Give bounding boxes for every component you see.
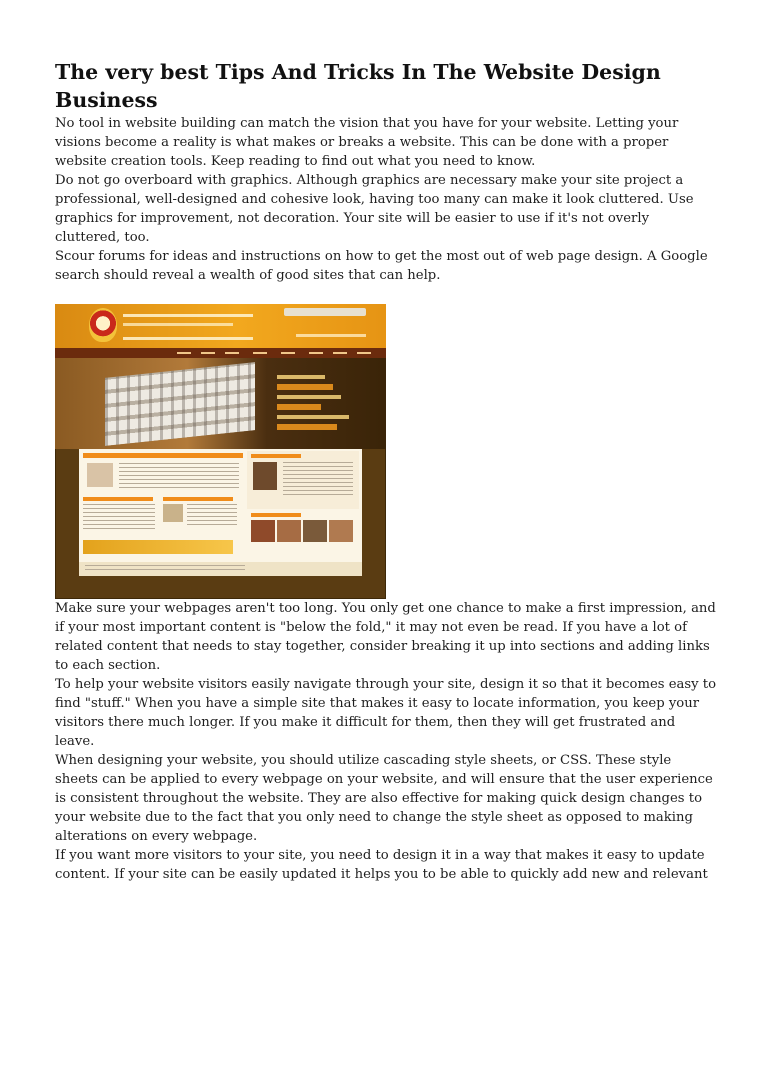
facility-photo: [163, 504, 183, 522]
paragraph: To help your website visitors easily navigate through your site, design it so that it becomes easy to find "stuff." When you have a simple site that makes it easy to locate information, you keep your visitors there much longer. If you make it difficult for them, then they will get frustrated and leave.: [55, 677, 717, 749]
paragraph: When designing your website, you should utilize cascading style sheets, or CSS. These style sheets can be applied to every webpage on your website, and will ensure that the user experience is consistent throughout the website. They are also effective for making quick design changes to your website due to the fact that you only need to change the style sheet as opposed to making alterations on every webpage.: [55, 753, 713, 844]
website-screenshot-image: [55, 304, 386, 599]
article-title: The very best Tips And Tricks In The Website Design Business: [55, 60, 661, 112]
crest-logo-icon: [89, 308, 117, 342]
paragraph: Scour forums for ideas and instructions on how to get the most out of web page design. A Google search should reveal a wealth of good sites that can help.: [55, 249, 708, 283]
facilities-heading-bar: [163, 497, 233, 501]
gallery-photo: [251, 520, 275, 542]
gallery-photo: [303, 520, 327, 542]
courses-text-block: [83, 504, 155, 532]
screenshot-footer: [79, 562, 362, 576]
hero-tagline: [277, 370, 357, 432]
intro-text-block: [119, 463, 239, 491]
screenshot-nav-bar: [55, 348, 386, 358]
header-email-box: [284, 308, 366, 316]
section-heading-bar: [83, 453, 243, 458]
brand-wordmark: [123, 314, 253, 340]
gallery-photo: [277, 520, 301, 542]
screenshot-header: [55, 304, 386, 348]
student-photo: [87, 463, 113, 487]
chairman-text-block: [283, 462, 353, 498]
guaranteed-placement-banner: [83, 540, 233, 554]
gallery-heading-bar: [251, 513, 301, 517]
chairman-heading-bar: [251, 454, 301, 458]
courses-heading-bar: [83, 497, 153, 501]
gallery-photo: [329, 520, 353, 542]
chairman-photo: [253, 462, 277, 490]
article: [55, 58, 717, 884]
facilities-text-block: [187, 504, 237, 528]
paragraph: No tool in website building can match the vision that you have for your website. Letting your visions become a reality is what makes or breaks a website. This can be done with a proper website creation tools. Keep reading to find out what you need to know.: [55, 116, 679, 169]
paragraph: Do not go overboard with graphics. Although graphics are necessary make your site project a professional, well-designed and cohesive look, having too many can make it look cluttered. Use graphics for improvement, not decoration. Your site will be easier to use if it's not overly cluttered, too.: [55, 173, 694, 245]
paragraph: If you want more visitors to your site, you need to design it in a way that makes it easy to update content. If your site can be easily updated it helps you to be able to quickly add new and relevant: [55, 848, 708, 882]
header-contact-line: [296, 334, 366, 337]
paragraph: Make sure your webpages aren't too long. You only get one chance to make a first impression, and if your most important content is "below the fold," it may not even be read. If you have a lot of related content that needs to stay together, consider breaking it up into sections and adding links to each section.: [55, 601, 716, 673]
